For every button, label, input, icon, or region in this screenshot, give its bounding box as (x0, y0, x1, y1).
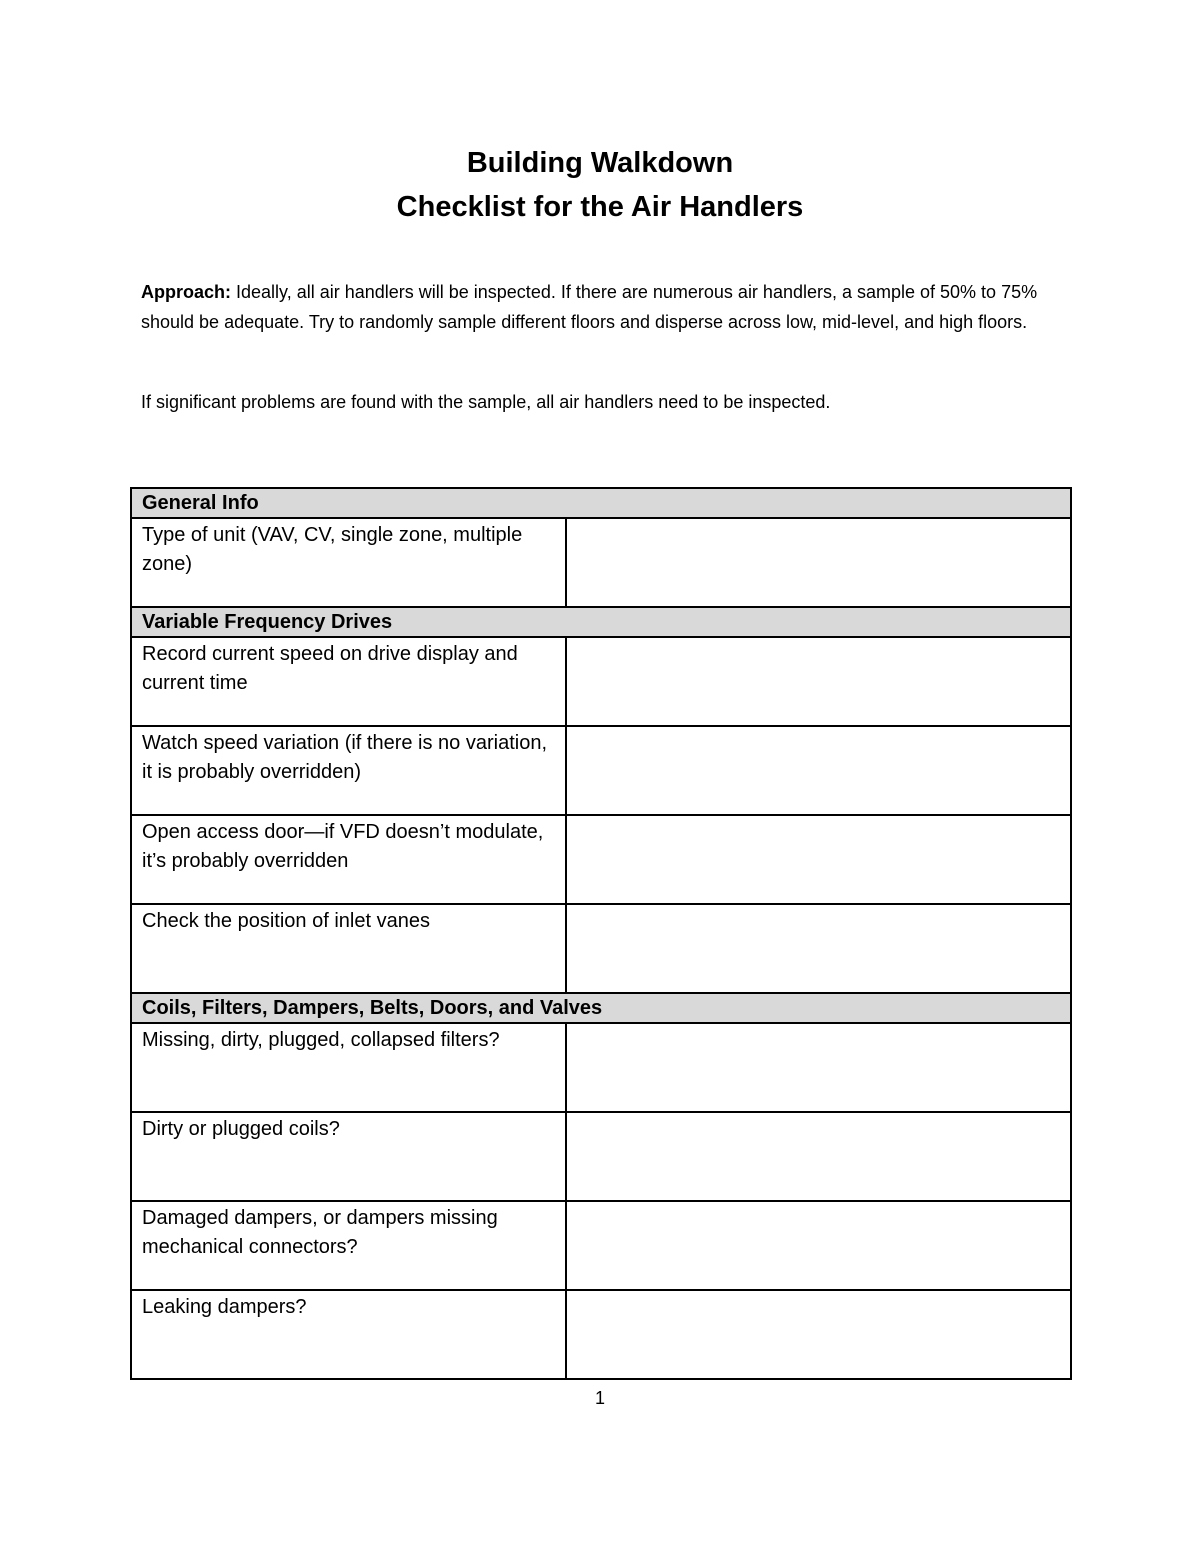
section-header-row (131, 607, 1071, 637)
checklist-item-label: Type of unit (VAV, CV, single zone, multiple zone) (131, 518, 566, 607)
checklist-item-label: Dirty or plugged coils? (131, 1112, 566, 1201)
table-row (131, 1023, 1071, 1112)
document-title: Building Walkdown (466, 147, 734, 179)
checklist-table (130, 487, 1072, 1380)
checklist-item-label: Missing, dirty, plugged, collapsed filters? (131, 1023, 566, 1112)
response-cell[interactable] (566, 1112, 1071, 1201)
section-header-row (131, 488, 1071, 518)
table-row (131, 518, 1071, 607)
approach-text: Ideally, all air handlers will be inspected. If there are numerous air handlers, a sample of 50% to 75% should be adequate. Try to randomly sample different floors and disperse across low, mid-level, and high floors. (141, 282, 1038, 332)
response-cell[interactable] (566, 1290, 1071, 1379)
response-cell[interactable] (566, 1201, 1071, 1290)
table-row (131, 726, 1071, 815)
approach-label: Approach: (141, 282, 231, 302)
table-row (131, 637, 1071, 726)
checklist-item-label: Watch speed variation (if there is no variation, it is probably overridden) (131, 726, 566, 815)
section-heading: Coils, Filters, Dampers, Belts, Doors, and Valves (131, 993, 1071, 1023)
response-cell[interactable] (566, 904, 1071, 993)
section-heading: Variable Frequency Drives (131, 607, 1071, 637)
section-header-row (131, 993, 1071, 1023)
table-row (131, 1201, 1071, 1290)
table-row (131, 1112, 1071, 1201)
response-cell[interactable] (566, 518, 1071, 607)
checklist-item-label: Open access door—if VFD doesn’t modulate, it’s probably overridden (131, 815, 566, 904)
section-heading: General Info (131, 488, 1071, 518)
response-cell[interactable] (566, 726, 1071, 815)
response-cell[interactable] (566, 1023, 1071, 1112)
checklist-item-label: Damaged dampers, or dampers missing mechanical connectors? (131, 1201, 566, 1290)
checklist-item-label: Record current speed on drive display and current time (131, 637, 566, 726)
response-cell[interactable] (566, 637, 1071, 726)
approach-paragraph (141, 277, 1061, 337)
document-subtitle: Checklist for the Air Handlers (396, 191, 804, 223)
table-row (131, 815, 1071, 904)
table-row (131, 1290, 1071, 1379)
note-paragraph: If significant problems are found with the sample, all air handlers need to be inspected. (141, 392, 831, 412)
table-row (131, 904, 1071, 993)
checklist-item-label: Leaking dampers? (131, 1290, 566, 1379)
checklist-item-label: Check the position of inlet vanes (131, 904, 566, 993)
page-number: 1 (594, 1388, 605, 1408)
response-cell[interactable] (566, 815, 1071, 904)
